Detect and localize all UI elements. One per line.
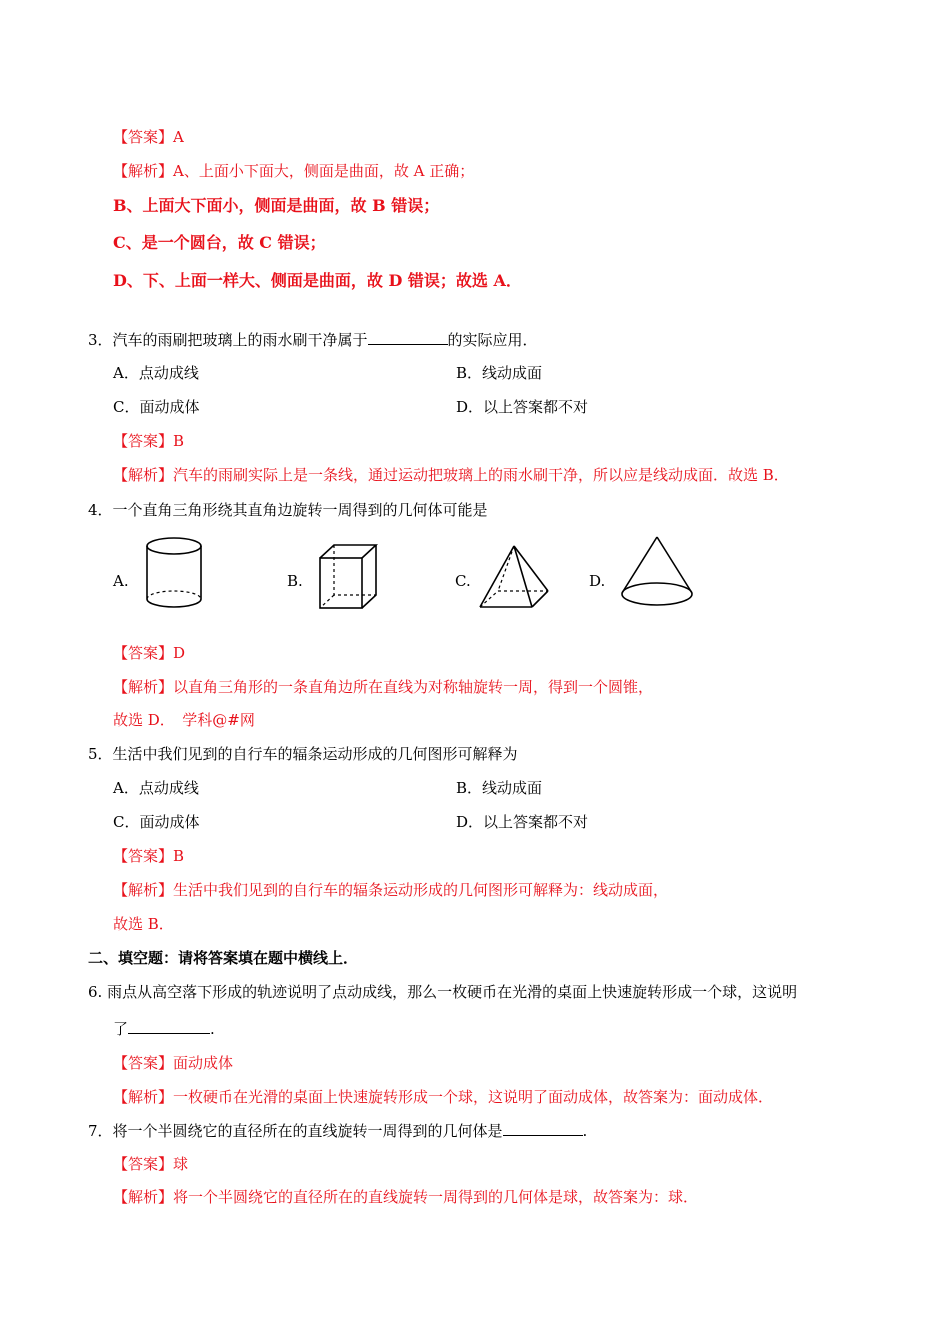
q4-analysis-line-2: 故选 D． 学科@#网 bbox=[113, 711, 255, 729]
q4-analysis-line-1: 【解析】以直角三角形的一条直角边所在直线为对称轴旋转一周，得到一个圆锥， bbox=[113, 678, 654, 696]
q4-answer: 【答案】D bbox=[113, 644, 186, 662]
q5-stem: 5．生活中我们见到的自行车的辐条运动形成的几何图形可解释为 bbox=[88, 745, 518, 763]
q4-figure-label-b: B. bbox=[287, 572, 303, 590]
q3-stem bbox=[88, 329, 538, 350]
cone-figure bbox=[618, 534, 696, 612]
q6-stem-line-1: 6. 雨点从高空落下形成的轨迹说明了点动成线，那么一枚硬币在光滑的桌面上快速旋转形成一个球，这说明 bbox=[88, 983, 798, 1001]
q3-option-b: B．线动成面 bbox=[456, 364, 543, 382]
q2-answer: 【答案】A bbox=[113, 128, 184, 146]
q7-stem bbox=[88, 1120, 587, 1141]
section-heading: 二、填空题：请将答案填在题中横线上． bbox=[88, 949, 359, 967]
cube-figure bbox=[316, 542, 380, 612]
q3-option-d: D．以上答案都不对 bbox=[456, 398, 589, 416]
q5-option-b: B．线动成面 bbox=[456, 779, 543, 797]
q3-blank bbox=[368, 329, 448, 345]
q4-figure-label-a: A. bbox=[113, 572, 129, 590]
q6-stem-line-2 bbox=[113, 1018, 215, 1039]
q7-blank bbox=[503, 1120, 583, 1136]
q6-blank bbox=[128, 1018, 210, 1034]
q6-analysis: 【解析】一枚硬币在光滑的桌面上快速旋转形成一个球，这说明了面动成体，故答案为：面动成体． bbox=[113, 1088, 774, 1106]
q7-analysis: 【解析】将一个半圆绕它的直径所在的直线旋转一周得到的几何体是球，故答案为：球． bbox=[113, 1188, 699, 1206]
q5-option-a: A．点动成线 bbox=[113, 779, 199, 797]
q3-stem-text: 3．汽车的雨刷把玻璃上的雨水刷干净属于 bbox=[88, 331, 368, 349]
q7-stem-tail: . bbox=[582, 1122, 588, 1140]
q7-answer: 【答案】球 bbox=[113, 1155, 189, 1173]
q5-option-c: C．面动成体 bbox=[113, 813, 200, 831]
q4-stem: 4．一个直角三角形绕其直角边旋转一周得到的几何体可能是 bbox=[88, 501, 488, 519]
q4-figure-label-d: D. bbox=[589, 572, 606, 590]
q3-stem-tail: 的实际应用． bbox=[447, 331, 538, 349]
q3-answer: 【答案】B bbox=[113, 432, 185, 450]
q2-analysis-line-3: C、是一个圆台，故 C 错误； bbox=[113, 233, 326, 252]
q6-stem-tail: . bbox=[210, 1020, 215, 1038]
pyramid-figure bbox=[476, 543, 552, 611]
q6-answer: 【答案】面动成体 bbox=[113, 1054, 234, 1072]
q2-analysis-line-1: 【解析】A、上面小下面大，侧面是曲面，故 A 正确； bbox=[113, 162, 475, 180]
q3-analysis: 【解析】汽车的雨刷实际上是一条线，通过运动把玻璃上的雨水刷干净，所以应是线动成面．故选 B． bbox=[113, 466, 789, 484]
q2-analysis-line-2: B、上面大下面小，侧面是曲面，故 B 错误； bbox=[113, 196, 440, 215]
q7-stem-text: 7．将一个半圆绕它的直径所在的直线旋转一周得到的几何体是 bbox=[88, 1122, 503, 1140]
cylinder-figure bbox=[142, 536, 206, 612]
q3-option-a: A．点动成线 bbox=[113, 364, 199, 382]
q5-analysis-line-1: 【解析】生活中我们见到的自行车的辐条运动形成的几何图形可解释为：线动成面， bbox=[113, 881, 669, 899]
q6-stem-text: 了 bbox=[113, 1020, 129, 1038]
q5-option-d: D．以上答案都不对 bbox=[456, 813, 589, 831]
q2-analysis-line-4: D、下、上面一样大、侧面是曲面，故 D 错误；故选 A． bbox=[113, 271, 522, 290]
q3-option-c: C．面动成体 bbox=[113, 398, 200, 416]
q5-analysis-line-2: 故选 B． bbox=[113, 915, 174, 933]
q4-figure-label-c: C. bbox=[455, 572, 471, 590]
q5-answer: 【答案】B bbox=[113, 847, 185, 865]
